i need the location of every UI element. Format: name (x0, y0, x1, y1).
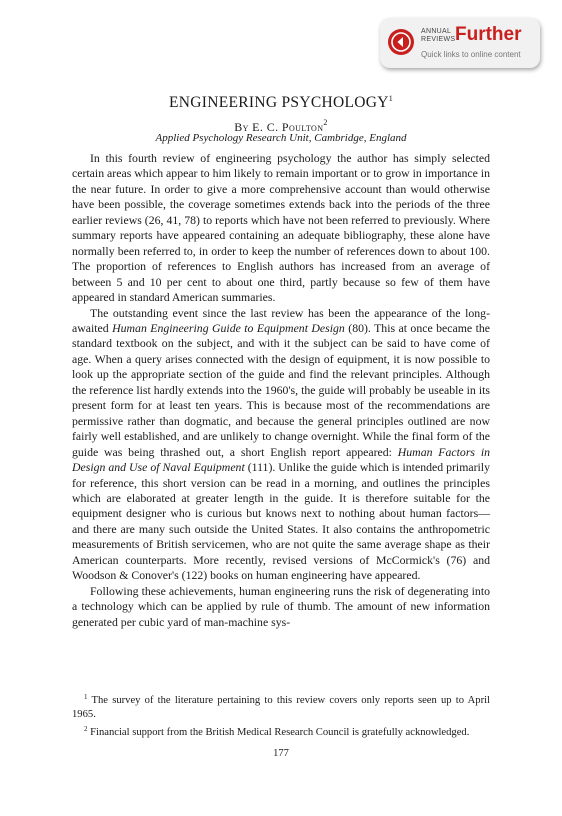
footnote-2-marker: 2 (84, 725, 88, 733)
paragraph-2-part-b: (80). This at once became the standard textbook on the subject, and with it the subject can be said to have come of age. When a query arises connected with the design of equipment, it is now possible to look up the appropriate section of the guide and find the relevant principles. Although the reference list hardly extends into the 1960's, the guide will probably be useable in its present form for at least ten years. This is because most of the recommendations are permissive rather than dogmatic, and because the general principles outlined are now fairly well established, and are unlikely to change overnight. While the final form of the guide was being thrashed out, a short English report appeared: (72, 320, 490, 459)
article-body (72, 151, 490, 630)
author-text: By E. C. Poulton (234, 120, 324, 134)
page-number: 177 (273, 748, 289, 759)
footnote-1-text: The survey of the literature pertaining to this review covers only reports seen up to April 1965. (72, 695, 490, 720)
author-affiliation: Applied Psychology Research Unit, Cambridge, England (155, 132, 407, 144)
footnotes (72, 691, 490, 742)
paragraph-2-part-a: The outstanding event since the last review has been the appearance of the long-awaited (72, 305, 490, 335)
author-footnote-marker[interactable]: 2 (323, 118, 328, 127)
badge-further-text: Further (455, 24, 522, 45)
footnote-1-marker: 1 (84, 693, 88, 701)
paragraph-2 (72, 306, 490, 584)
paragraph-1: In this fourth review of engineering psychology the author has simply selected certain areas which appear to him likely to remain important or to grow in importance in the near future. In order to give a more comprehensive account than would otherwise have been possible, the coverage sometimes extends back into the periods of the three earlier reviews (26, 41, 78) to reports which have not been referred to previously. Where summary reports have appeared containing an adequate bibliography, these alone have normally been referred to, in order to keep the number of references down to about 100. The proportion of references to English authors has increased from an average of between 5 and 10 per cent to about one third, partly because so few of them have appeared in standard American summaries. (72, 151, 490, 305)
badge-annual-text: ANNUAL (421, 28, 452, 35)
paragraph-3: Following these achievements, human engineering runs the risk of degenerating into a technology which can be applied by rule of thumb. The amount of new information generated per cubic yard of man-machine sys- (72, 583, 490, 629)
badge-reviews-text: REVIEWS (421, 36, 456, 43)
further-badge[interactable] (380, 18, 540, 68)
article-title-text: ENGINEERING PSYCHOLOGY (168, 94, 389, 111)
footnote-2-text: Financial support from the British Medical Research Council is gratefully acknowledged. (87, 727, 470, 738)
badge-subtitle: Quick links to online content (421, 50, 521, 59)
footnote-1 (72, 691, 490, 721)
play-arrow-icon (388, 29, 414, 55)
paragraph-2-part-c: (111). Unlike the guide which is intended primarily for reference, this short version can be read in a morning, and outlines the principles which are elaborated at greater length in the guide. It is therefore suitable for the equipment designer who is curious but knows next to nothing about human factors—and there are many such outside the United States. It also contains the anthropometric measurements of British servicemen, who are not quite the same average shape as their American counterparts. More recently, revised versions of McCormick's (76) and Woodson & Conover's (122) books on human engineering have appeared. (72, 460, 490, 583)
title-footnote-marker[interactable]: 1 (388, 94, 394, 103)
article-title (0, 90, 562, 112)
report-title-human-factors: Human Factors in Design and Use of Naval Equipment (72, 444, 490, 475)
footnote-2 (72, 723, 490, 740)
book-title-human-engineering-guide: Human Engineering Guide to Equipment Design (112, 320, 345, 335)
